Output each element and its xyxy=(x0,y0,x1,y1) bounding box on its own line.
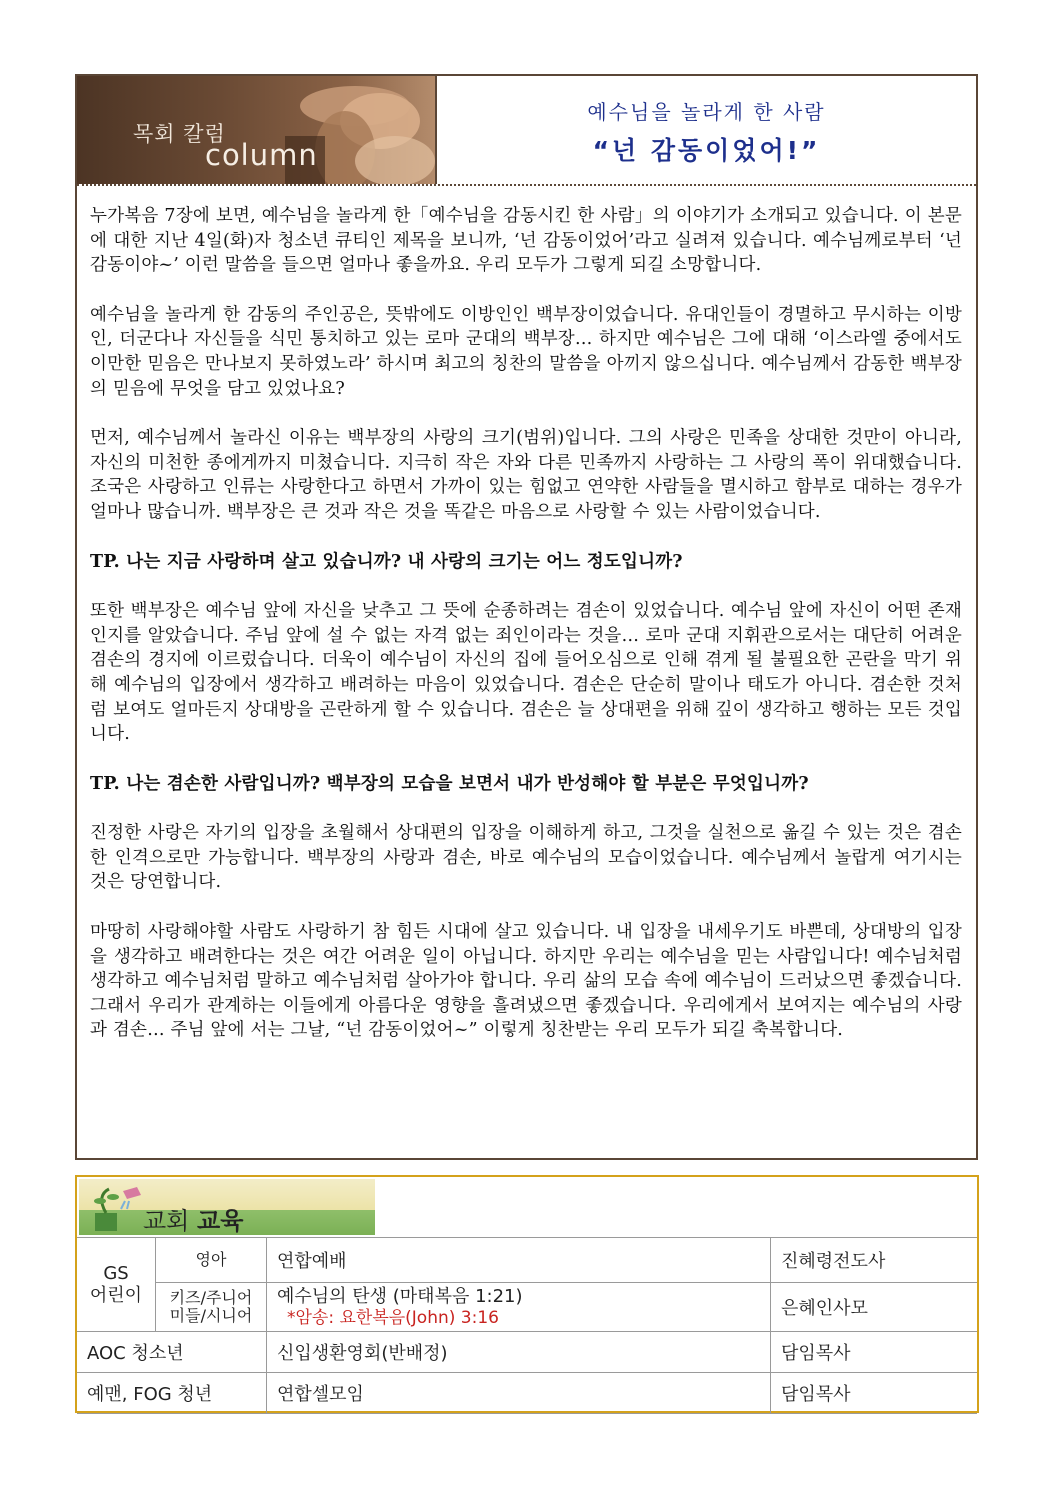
dotted-divider xyxy=(77,184,976,186)
teacher-cell: 담임목사 xyxy=(771,1373,978,1414)
column-title-box xyxy=(435,76,976,184)
paragraph: 진정한 사랑은 자기의 입장을 초월해서 상대편의 입장을 이해하게 하고, 그것을 실천으로 옮길 수 있는 것은 겸손한 인격으로만 가능합니다. 백부장의 사랑과 겸손, 바로 예수님의 모습이었습니다. 예수님께서 놀랍게 여기시는 것은 당연합니다. xyxy=(90,823,962,893)
paragraph: 먼저, 예수님께서 놀라신 이유는 백부장의 사랑의 크기(범위)입니다. 그의 사랑은 민족을 상대한 것만이 아니라, 자신의 미천한 종에게까지 미쳤습니다. 지극히 작은 자와 다른 민족까지 사랑하는 그 사랑의 폭이 위대했습니다. 조국은 사랑하고 인류는 사랑한다고 하면서 가까이 있는 힘없고 연약한 사람들을 멸시하고 함부로 대하는 경우가 얼마나 많습니까. 백부장은 큰 것과 작은 것을 똑같은 마음으로 사랑할 수 있는 사람이었습니다. xyxy=(90,428,962,522)
memory-verse: *암송: 요한복음(John) 3:16 xyxy=(287,1308,499,1328)
thinking-point: TP. 나는 지금 사랑하며 살고 있습니까? 내 사랑의 크기는 어느 정도입니까? xyxy=(90,551,683,572)
banner-word: column xyxy=(205,138,318,172)
column-header xyxy=(77,76,976,186)
table-row xyxy=(77,1238,977,1283)
pastor-column xyxy=(75,74,978,1160)
program-title: 예수님의 탄생 (마태복음 1:21) xyxy=(277,1286,523,1307)
church-education xyxy=(75,1175,979,1413)
teacher-cell: 담임목사 xyxy=(771,1332,978,1373)
group-cell xyxy=(77,1238,156,1332)
program-cell: 연합예배 xyxy=(267,1238,771,1283)
program-cell: 연합셀모임 xyxy=(267,1373,771,1414)
education-table xyxy=(77,1237,977,1414)
column-banner xyxy=(77,76,435,184)
dept-cell: 예맨, FOG 청년 xyxy=(77,1373,267,1414)
dept-cell: 키즈/주니어 미들/시니어 xyxy=(156,1283,267,1332)
paragraph: 누가복음 7장에 보면, 예수님을 놀라게 한「예수님을 감동시킨 한 사람」의 이야기가 소개되고 있습니다. 이 본문에 대한 지난 4일(화)자 청소년 큐티인 제목을 보니까, ‘넌 감동이었어’라고 실려져 있습니다. 예수님께로부터 ‘넌 감동이야~’ 이런 말씀을 들으면 얼마나 좋을까요. 우리 모두가 그렇게 되길 소망합니다. xyxy=(90,206,962,276)
group-label: GS 어린이 xyxy=(89,1262,143,1306)
table-row xyxy=(77,1332,977,1373)
program-cell xyxy=(267,1283,771,1332)
teacher-cell: 은혜인사모 xyxy=(771,1283,978,1332)
column-subtitle: 예수님을 놀라게 한 사람 xyxy=(587,100,826,124)
education-title: 교회 교육 xyxy=(143,1207,244,1235)
paragraph: 또한 백부장은 예수님 앞에 자신을 낮추고 그 뜻에 순종하려는 겸손이 있었습니다. 예수님 앞에 자신이 어떤 존재인지를 알았습니다. 주님 앞에 설 수 없는 자격 없는 죄인이라는 것을… 로마 군대 지휘관으로서는 대단히 어려운 겸손의 경지에 이르렀습니다. 더욱이 예수님이 자신의 집에 들어오심으로 인해 겪게 될 불필요한 곤란을 막기 위해 예수님의 입장에서 생각하고 배려하는 마음이 있었습니다. 겸손은 단순히 말이나 태도가 아니다. 겸손한 것처럼 보여도 얼마든지 상대방을 곤란하게 할 수 있습니다. 겸손은 늘 상대편을 위해 깊이 생각하고 행하는 모든 것입니다. xyxy=(90,601,962,745)
paragraph: 마땅히 사랑해야할 사람도 사랑하기 참 힘든 시대에 살고 있습니다. 내 입장을 내세우기도 바쁜데, 상대방의 입장을 생각하고 배려한다는 것은 여간 어려운 일이 아닙니다. 하지만 우리는 예수님을 믿는 사람입니다! 예수님처럼 생각하고 예수님처럼 말하고 예수님처럼 살아가야 합니다. 우리 삶의 모습 속에 예수님이 드러났으면 좋겠습니다. 그래서 우리가 관계하는 이들에게 아름다운 영향을 흘려냈으면 좋겠습니다. 우리에게서 보여지는 예수님의 사랑과 겸손… 주님 앞에 서는 그날, “넌 감동이었어~” 이렇게 칭찬받는 우리 모두가 되길 축복합니다. xyxy=(90,922,962,1041)
paragraph: 예수님을 놀라게 한 감동의 주인공은, 뜻밖에도 이방인인 백부장이었습니다. 유대인들이 경멸하고 무시하는 이방인, 더군다나 자신들을 식민 통치하고 있는 로마 군대의 백부장… 하지만 예수님은 그에 대해 ‘이스라엘 중에서도 이만한 믿음은 만나보지 못하였노라’ 하시며 최고의 칭찬의 말씀을 아끼지 않으십니다. 예수님께서 감동한 백부장의 믿음에 무엇을 담고 있었나요? xyxy=(90,304,962,399)
watering-can-plant-icon xyxy=(87,1183,147,1233)
table-row xyxy=(77,1283,977,1332)
banner-label: 목회 칼럼 xyxy=(133,122,226,146)
dept-cell: 영아 xyxy=(156,1238,267,1283)
dept-cell: AOC 청소년 xyxy=(77,1332,267,1373)
education-banner xyxy=(79,1179,375,1235)
column-title: “넌 감동이었어!” xyxy=(592,136,821,165)
thinking-point: TP. 나는 겸손한 사람입니까? 백부장의 모습을 보면서 내가 반성해야 할 부분은 무엇입니까? xyxy=(90,773,809,794)
teacher-cell: 진혜령전도사 xyxy=(771,1238,978,1283)
program-cell: 신입생환영회(반배정) xyxy=(267,1332,771,1373)
table-row xyxy=(77,1373,977,1414)
column-article xyxy=(90,204,962,1068)
